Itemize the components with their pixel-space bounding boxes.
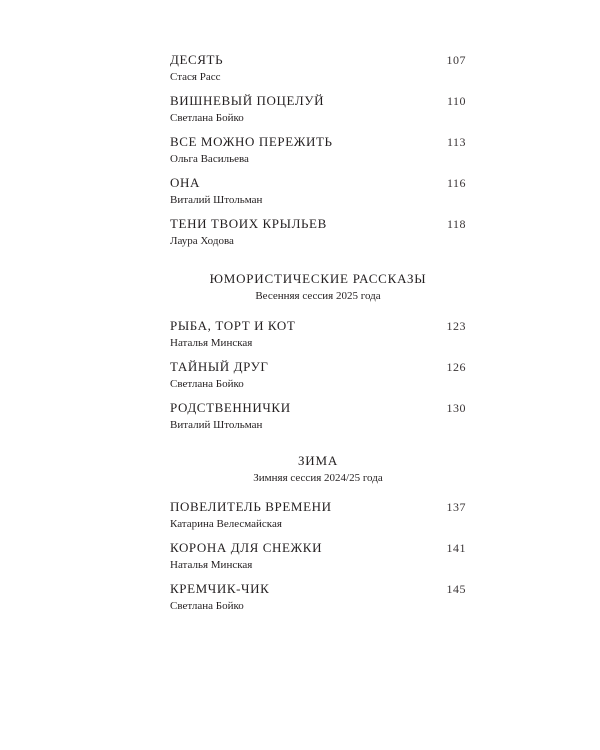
toc-entry[interactable] bbox=[170, 216, 466, 248]
entry-author: Катарина Велесмайская bbox=[170, 518, 282, 530]
entry-page-number: 113 bbox=[446, 135, 466, 149]
entry-title: ДЕСЯТЬ bbox=[170, 52, 224, 67]
entry-author: Лаура Ходова bbox=[170, 235, 234, 247]
toc-entry[interactable] bbox=[170, 581, 466, 613]
entry-page-number: 123 bbox=[446, 319, 466, 333]
toc-entry[interactable] bbox=[170, 540, 466, 572]
entry-title: ТАЙНЫЙ ДРУГ bbox=[170, 359, 269, 374]
section-title: ЗИМА bbox=[297, 453, 339, 468]
toc-entry[interactable] bbox=[170, 134, 466, 166]
toc-entry[interactable] bbox=[170, 52, 466, 84]
section-header bbox=[150, 453, 486, 485]
toc-entry[interactable] bbox=[170, 175, 466, 207]
section-subtitle: Весенняя сессия 2025 года bbox=[255, 290, 381, 302]
section-title: ЮМОРИСТИЧЕСКИЕ РАССКАЗЫ bbox=[209, 271, 427, 286]
entry-title: ВИШНЕВЫЙ ПОЦЕЛУЙ bbox=[170, 93, 325, 108]
entry-page-number: 126 bbox=[446, 360, 466, 374]
entry-author: Ольга Васильева bbox=[170, 153, 249, 165]
entry-title: ОНА bbox=[170, 175, 200, 190]
entry-author: Стася Расс bbox=[170, 71, 221, 83]
entry-title: ПОВЕЛИТЕЛЬ ВРЕМЕНИ bbox=[170, 499, 332, 514]
entry-author: Светлана Бойко bbox=[170, 600, 244, 612]
entry-page-number: 107 bbox=[446, 53, 466, 67]
entry-author: Наталья Минская bbox=[170, 337, 253, 349]
entry-title: ТЕНИ ТВОИХ КРЫЛЬЕВ bbox=[170, 216, 327, 231]
section-header bbox=[150, 271, 486, 303]
entry-author: Виталий Штольман bbox=[170, 419, 263, 431]
entry-page-number: 130 bbox=[446, 401, 466, 415]
toc-entry[interactable] bbox=[170, 359, 466, 391]
entry-author: Виталий Штольман bbox=[170, 194, 263, 206]
entry-page-number: 116 bbox=[446, 176, 466, 190]
entry-title: РЫБА, ТОРТ И КОТ bbox=[170, 318, 296, 333]
entry-page-number: 141 bbox=[446, 541, 466, 555]
entry-title: ВСЕ МОЖНО ПЕРЕЖИТЬ bbox=[170, 134, 333, 149]
entry-author: Светлана Бойко bbox=[170, 112, 244, 124]
section-subtitle: Зимняя сессия 2024/25 года bbox=[253, 472, 383, 484]
entry-title: КОРОНА ДЛЯ СНЕЖКИ bbox=[170, 540, 323, 555]
toc-entry[interactable] bbox=[170, 400, 466, 432]
toc-entry[interactable] bbox=[170, 499, 466, 531]
entry-page-number: 110 bbox=[446, 94, 466, 108]
entry-author: Наталья Минская bbox=[170, 559, 253, 571]
toc-entry[interactable] bbox=[170, 318, 466, 350]
entry-author: Светлана Бойко bbox=[170, 378, 244, 390]
entry-title: РОДСТВЕННИЧКИ bbox=[170, 400, 291, 415]
entry-title: КРЕМЧИК-ЧИК bbox=[170, 581, 270, 596]
entry-page-number: 118 bbox=[446, 217, 466, 231]
entry-page-number: 145 bbox=[446, 582, 466, 596]
entry-page-number: 137 bbox=[446, 500, 466, 514]
toc-entry[interactable] bbox=[170, 93, 466, 125]
